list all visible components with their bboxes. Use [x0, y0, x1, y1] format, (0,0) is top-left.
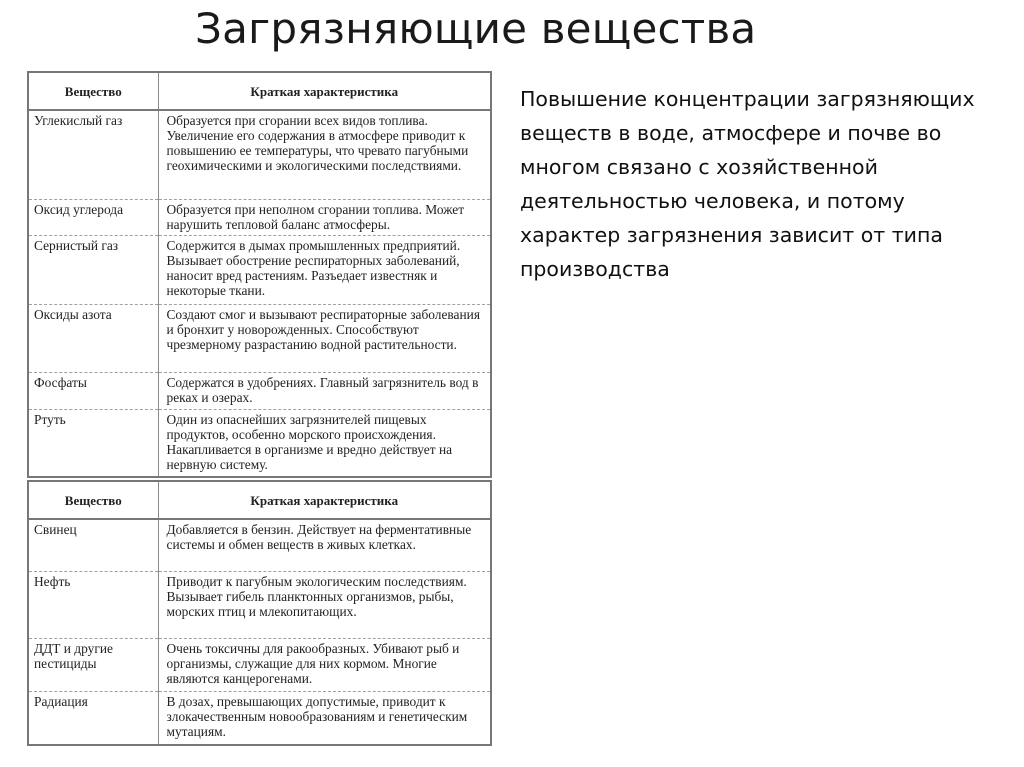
substance-name: ДДТ и другие пестициды — [28, 638, 158, 691]
substance-description: Содержатся в удобрениях. Главный загрязнитель вод в реках и озерах. — [158, 372, 491, 409]
substance-name: Фосфаты — [28, 372, 158, 409]
substance-description: Содержится в дымах промышленных предприятий. Вызывает обострение респираторных заболеваний, наносит вред растениям. Разъедает известняк и некоторые ткани. — [158, 235, 491, 304]
column-header-description: Краткая характеристика — [158, 481, 491, 519]
pollutants-table-2 — [27, 480, 492, 746]
table-row — [28, 409, 491, 477]
substance-description: Создают смог и вызывают респираторные заболевания и бронхит у новорожденных. Способствуют чрезмерному разрастанию водной растительности. — [158, 304, 491, 372]
substance-description: Приводит к пагубным экологическим последствиям. Вызывает гибель планктонных организмов, рыбы, морских птиц и млекопитающих. — [158, 571, 491, 638]
table-row — [28, 372, 491, 409]
table-row — [28, 304, 491, 372]
substance-name: Нефть — [28, 571, 158, 638]
column-header-description: Краткая характеристика — [158, 72, 491, 110]
table-row — [28, 519, 491, 571]
table-header-row — [28, 72, 491, 110]
substance-description: Очень токсичны для ракообразных. Убивают рыб и организмы, служащие для них кормом. Многие являются канцерогенами. — [158, 638, 491, 691]
substance-name: Ртуть — [28, 409, 158, 477]
column-header-substance: Вещество — [28, 72, 158, 110]
substance-description: Образуется при неполном сгорании топлива. Может нарушить тепловой баланс атмосферы. — [158, 199, 491, 235]
substance-name: Оксиды азота — [28, 304, 158, 372]
table-row — [28, 199, 491, 235]
description-paragraph: Повышение концентрации загрязняющих веществ в воде, атмосфере и почве во многом связано с хозяйственной деятельностью человека, и потому характер загрязнения зависит от типа производства — [520, 87, 975, 281]
table-row — [28, 110, 491, 199]
table-row — [28, 638, 491, 691]
column-header-substance: Вещество — [28, 481, 158, 519]
substance-description: Образуется при сгорании всех видов топлива. Увеличение его содержания в атмосфере приводит к повышению ее температуры, что чревато пагубными геохимическими и экологическими последствиями. — [158, 110, 491, 199]
substance-description: Добавляется в бензин. Действует на ферментативные системы и обмен веществ в живых клетках. — [158, 519, 491, 571]
table-header-row — [28, 481, 491, 519]
table-row — [28, 691, 491, 745]
pollutants-table-1 — [27, 71, 492, 478]
substance-description: Один из опаснейших загрязнителей пищевых продуктов, особенно морского происхождения. Накапливается в организме и вредно действует на нервную систему. — [158, 409, 491, 477]
substance-name: Сернистый газ — [28, 235, 158, 304]
substance-description: В дозах, превышающих допустимые, приводит к злокачественным новообразованиям и генетическим мутациям. — [158, 691, 491, 745]
substance-name: Радиация — [28, 691, 158, 745]
substance-name: Свинец — [28, 519, 158, 571]
page-title: Загрязняющие вещества — [195, 4, 757, 53]
substance-name: Оксид углерода — [28, 199, 158, 235]
table-row — [28, 571, 491, 638]
substance-name: Углекислый газ — [28, 110, 158, 199]
table-row — [28, 235, 491, 304]
